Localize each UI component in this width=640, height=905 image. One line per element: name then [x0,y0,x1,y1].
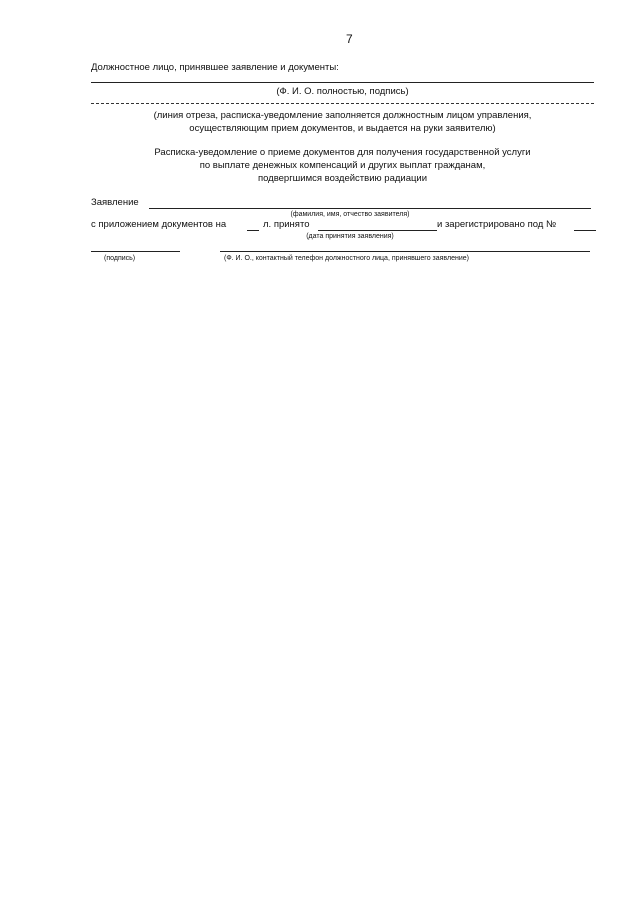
official-label: Должностное лицо, принявшее заявление и документы: [91,62,339,73]
pages-count-field[interactable] [247,230,259,231]
official-signature-line [91,82,594,83]
statement-caption: (фамилия, имя, отчество заявителя) [290,211,410,218]
acceptance-date-field[interactable] [318,230,437,231]
receipt-title-line-1: Расписка-уведомление о приеме документов для получения государственной услуги [154,147,531,158]
signature-caption: (подпись) [104,255,136,262]
official-contact-line[interactable] [220,251,590,252]
registration-number-field[interactable] [574,230,596,231]
signature-line[interactable] [91,251,180,252]
cutline-note-line-2: осуществляющим прием документов, и выдается на руки заявителю) [189,123,496,134]
applicant-name-field[interactable] [149,208,591,209]
official-contact-caption: (Ф. И. О., контактный телефон должностного лица, принявшего заявление) [224,255,469,262]
date-caption: (дата принятия заявления) [306,233,394,240]
attachment-text-c: и зарегистрировано под № [437,219,557,230]
cut-line [91,103,594,104]
attachment-text-b: л. принято [263,219,310,230]
statement-label: Заявление [91,197,139,208]
receipt-title-line-3: подвергшимся воздействию радиации [257,173,428,184]
cutline-note-line-1: (линия отреза, расписка-уведомление заполняется должностным лицом управления, [153,110,532,121]
attachment-text-a: с приложением документов на [91,219,227,230]
official-caption: (Ф. И. О. полностью, подпись) [276,86,409,97]
page-number: 7 [346,32,353,46]
receipt-title-line-2: по выплате денежных компенсаций и других выплат гражданам, [199,160,486,171]
